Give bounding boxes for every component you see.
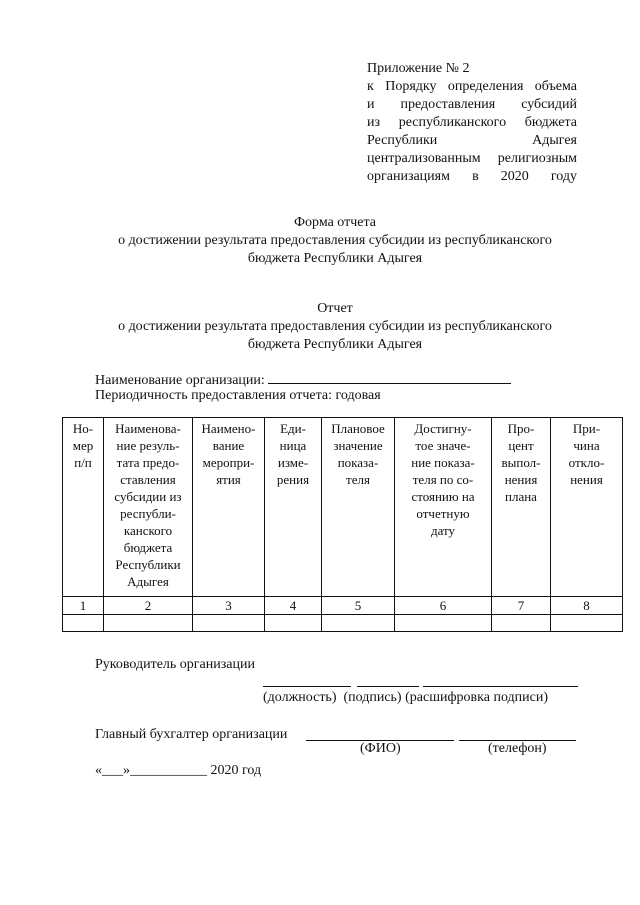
col-header-planned <box>322 418 395 597</box>
appendix-line: организациям в 2020 году <box>367 169 577 184</box>
table-row <box>63 615 623 632</box>
appendix-line: из республиканского бюджета <box>367 115 577 130</box>
col-header-unit <box>265 418 322 597</box>
header-text: Достигну- тое значе- ние показа- теля по со- стоянию на отчетную дату <box>411 421 475 538</box>
column-number: 3 <box>193 597 265 615</box>
header-text: Плановое значение показа- теля <box>331 421 385 487</box>
form-title <box>60 214 610 268</box>
col-header-percent <box>492 418 551 597</box>
appendix-block <box>367 60 577 186</box>
column-number: 4 <box>265 597 322 615</box>
fio-caption: (ФИО) <box>360 741 401 756</box>
table-header-row <box>63 418 623 597</box>
header-text: При- чина откло- нения <box>568 421 605 487</box>
table-cell[interactable] <box>104 615 193 632</box>
report-title-line: о достижении результата предоставления субсидии из республиканского <box>118 319 552 334</box>
appendix-line: Республики Адыгея <box>367 133 577 148</box>
report-table <box>62 417 623 632</box>
col-header-number <box>63 418 104 597</box>
report-title <box>60 300 610 354</box>
table-cell[interactable] <box>551 615 623 632</box>
accountant-label: Главный бухгалтер организации <box>95 727 288 742</box>
header-text: Но- мер п/п <box>72 421 94 470</box>
col-header-achieved <box>395 418 492 597</box>
col-header-result <box>104 418 193 597</box>
position-line[interactable] <box>263 686 351 687</box>
column-number: 7 <box>492 597 551 615</box>
header-text: Еди- ница изме- рения <box>276 421 310 487</box>
header-text: Наименова- ние резуль- тата предо- ставления субсидии из республи- канского бюджета Республики Адыгея <box>114 421 182 589</box>
col-header-event <box>193 418 265 597</box>
decryption-line[interactable] <box>423 686 578 687</box>
appendix-line: и предоставления субсидий <box>367 97 577 112</box>
organization-input-line[interactable] <box>268 370 511 384</box>
appendix-line: Приложение № 2 <box>367 61 470 76</box>
table-cell[interactable] <box>265 615 322 632</box>
table-cell[interactable] <box>395 615 492 632</box>
column-number: 1 <box>63 597 104 615</box>
report-date: «___»___________ 2020 год <box>95 763 262 778</box>
table-cell[interactable] <box>492 615 551 632</box>
organization-label: Наименование организации: <box>95 373 265 388</box>
form-title-line: бюджета Республики Адыгея <box>247 251 423 266</box>
header-text: Наимено- вание меропри- ятия <box>201 421 256 487</box>
head-captions: (должность) (подпись) (расшифровка подписи) <box>263 690 549 705</box>
col-header-reason <box>551 418 623 597</box>
header-text: Про- цент выпол- нения плана <box>501 421 541 504</box>
table-cell[interactable] <box>63 615 104 632</box>
column-number: 2 <box>104 597 193 615</box>
table-number-row <box>63 597 623 615</box>
report-title-line: бюджета Республики Адыгея <box>247 337 423 352</box>
report-title-line: Отчет <box>317 301 353 316</box>
phone-caption: (телефон) <box>488 741 547 756</box>
periodicity-text: Периодичность предоставления отчета: годовая <box>95 388 381 403</box>
table-cell[interactable] <box>193 615 265 632</box>
form-title-line: Форма отчета <box>293 215 377 230</box>
appendix-line: к Порядку определения объема <box>367 79 577 94</box>
column-number: 5 <box>322 597 395 615</box>
table-cell[interactable] <box>322 615 395 632</box>
column-number: 8 <box>551 597 623 615</box>
head-label: Руководитель организации <box>95 657 255 672</box>
signature-line[interactable] <box>357 686 419 687</box>
column-number: 6 <box>395 597 492 615</box>
form-title-line: о достижении результата предоставления субсидии из республиканского <box>118 233 552 248</box>
appendix-line: централизованным религиозным <box>367 151 577 166</box>
